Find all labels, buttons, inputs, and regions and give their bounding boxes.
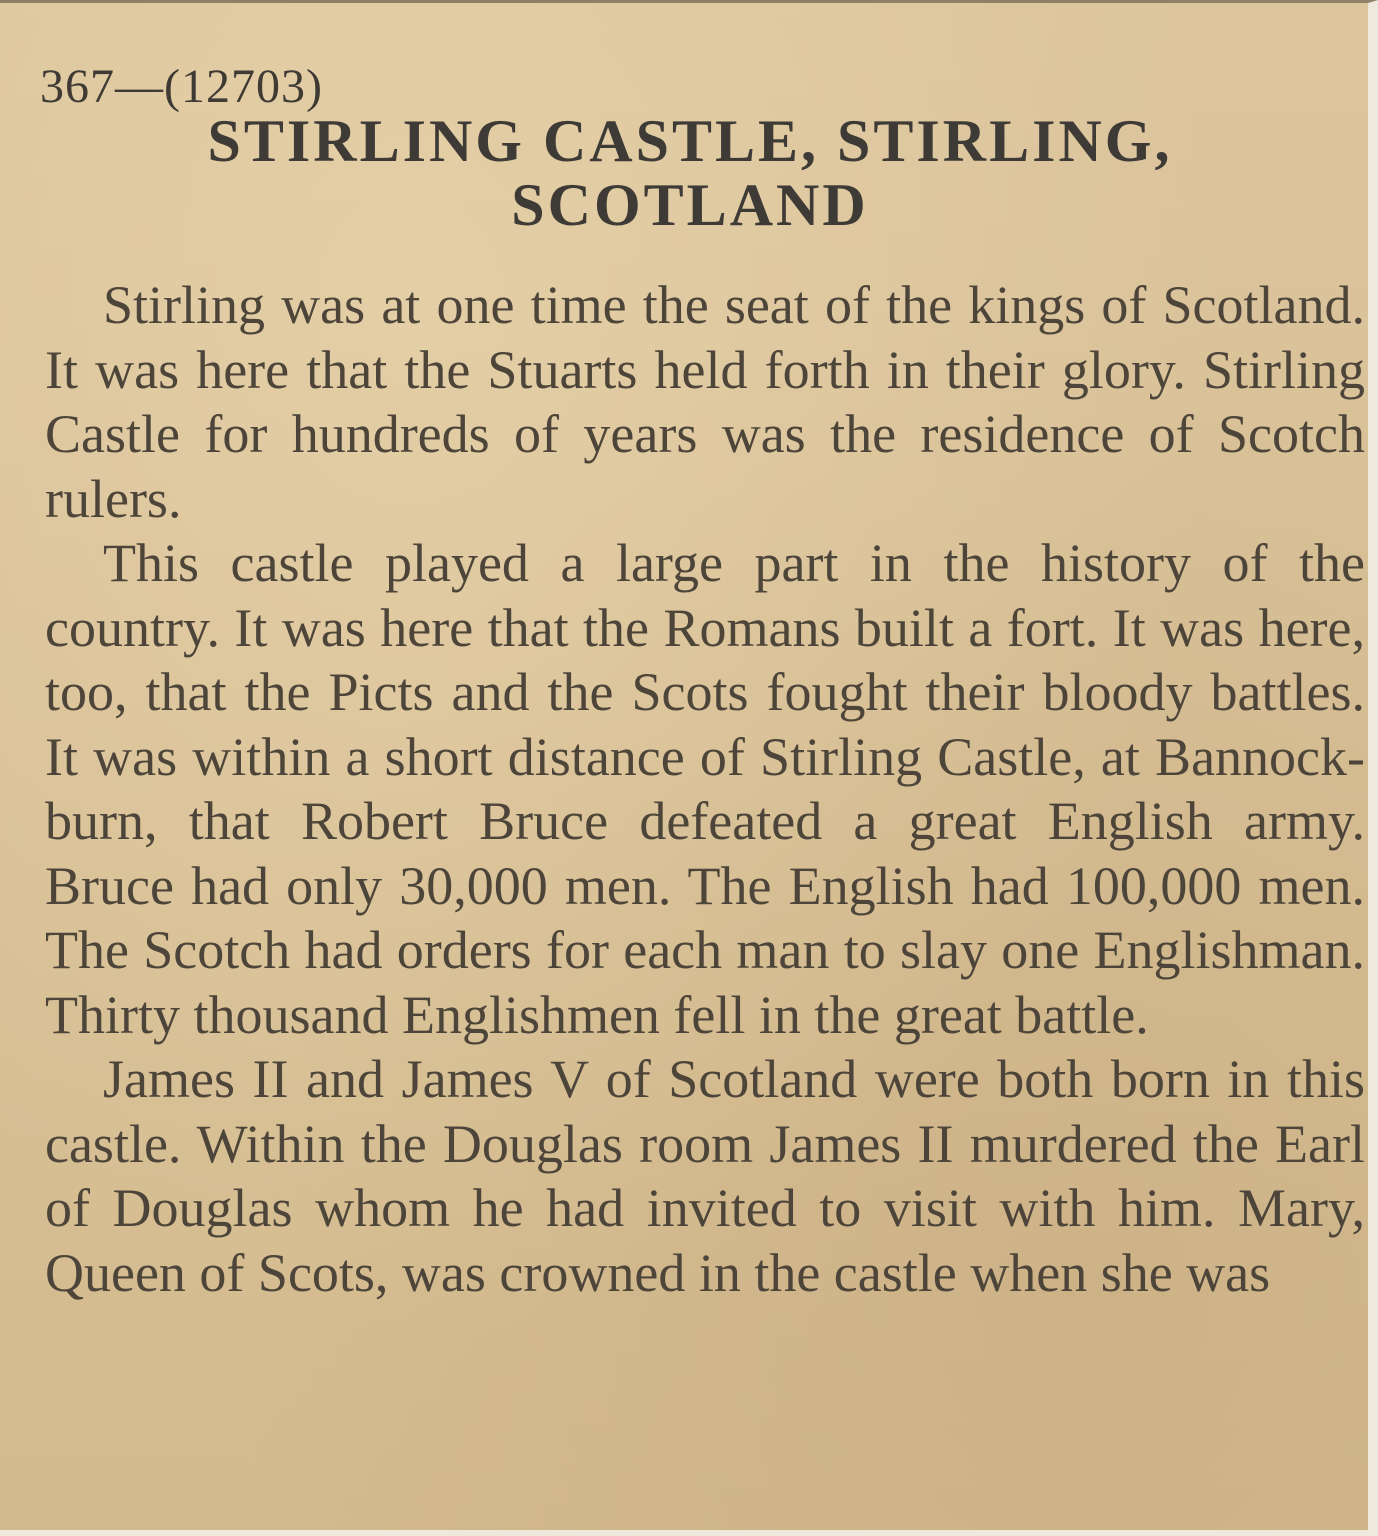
title-line-2: SCOTLAND — [511, 172, 869, 238]
paragraph-2: This castle played a large part in the history of the country. It was here that the Romans built a fort. It was here, too, that the Picts and the Scots fought their bloody battles. It was within a short distance of Stirling Castle, at Bannock-burn, that Robert Bruce defeated a great English army. Bruce had only 30,000 men. The English had 100,000 men. The Scotch had orders for each man to slay one Englishman. Thirty thousand Englishmen fell in the great battle. — [45, 533, 1365, 1045]
title-line-1: STIRLING CASTLE, STIRLING, — [207, 108, 1173, 174]
catalog-number: 367—(12703) — [40, 60, 323, 113]
card-title — [90, 109, 1290, 237]
description-text — [45, 273, 1365, 1305]
paragraph-3: James II and James V of Scotland were both born in this castle. Within the Douglas room James II murdered the Earl of Douglas whom he had invited to visit with him. Mary, Queen of Scots, was crowned in the castle when she was — [45, 1049, 1365, 1303]
paragraph-1: Stirling was at one time the seat of the kings of Scotland. It was here that the Stuarts held forth in their glory. Stirling Castle for hundreds of years was the residence of Scotch rulers. — [45, 275, 1365, 529]
